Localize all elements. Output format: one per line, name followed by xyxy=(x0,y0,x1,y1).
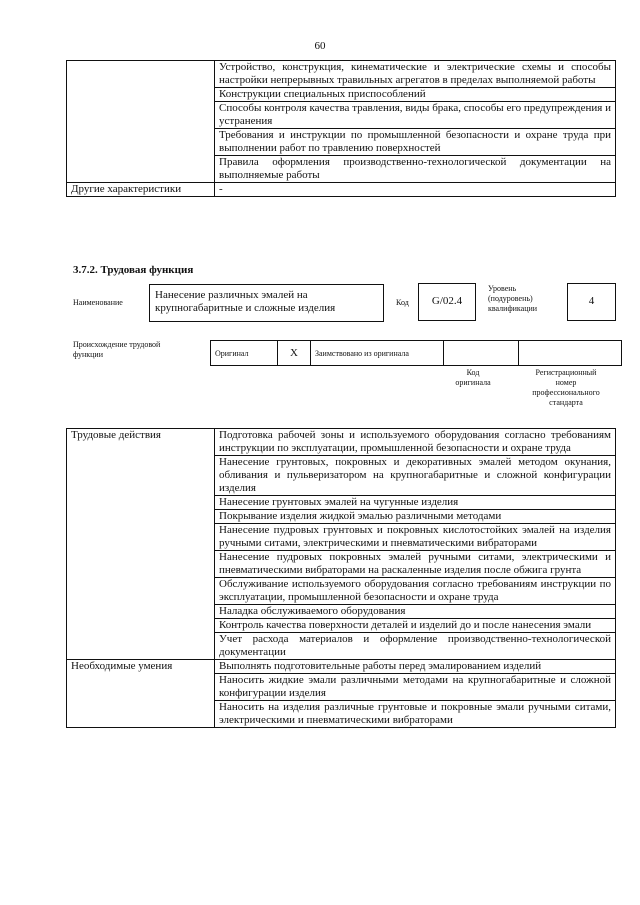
borrowed-cell: Заимствовано из оригинала xyxy=(311,341,444,366)
skill-item: Наносить на изделия различные грунтовые и покровные эмали ручными ситами, электрическими и пневматическими вибраторами xyxy=(215,701,616,728)
other-characteristics-value: - xyxy=(215,183,616,197)
skill-item: Выполнять подготовительные работы перед эмалированием изделий xyxy=(215,660,616,674)
skill-item: Наносить жидкие эмали различными методами на крупногабаритные и сложной конфигурации изделия xyxy=(215,674,616,701)
labor-action-item: Наладка обслуживаемого оборудования xyxy=(215,605,616,619)
original-code-cell xyxy=(444,341,519,366)
origin-row xyxy=(210,340,622,366)
other-characteristics-label: Другие характеристики xyxy=(67,183,215,197)
reg-number-caption: Регистрационный номер профессионального стандарта xyxy=(532,368,600,407)
labor-action-item: Покрывание изделия жидкой эмалью различными методами xyxy=(215,510,616,524)
labor-action-item: Подготовка рабочей зоны и используемого оборудования согласно требованиям инструкции по эксплуатации, промышленной безопасности и охране труда xyxy=(215,429,616,456)
name-label: Наименование xyxy=(73,298,123,307)
labor-action-item: Нанесение пудровых грунтовых и покровных кислотостойких эмалей на изделия ручными ситами, электрическими и пневматическими вибраторами xyxy=(215,524,616,551)
original-cell: Оригинал xyxy=(211,341,278,366)
knowledge-item: Конструкции специальных приспособлений xyxy=(215,88,616,102)
level-label: Уровень (подуровень) квалификации xyxy=(488,284,538,313)
knowledge-item: Способы контроля качества травления, виды брака, способы его предупреждения и устранения xyxy=(215,102,616,129)
required-skills-label: Необходимые умения xyxy=(67,660,215,728)
knowledge-label-cell xyxy=(67,61,215,183)
knowledge-item: Требования и инструкции по промышленной безопасности и охране труда при выполнении работ по травлению поверхностей xyxy=(215,129,616,156)
labor-action-item: Нанесение грунтовых эмалей на чугунные изделия xyxy=(215,496,616,510)
knowledge-table-continued xyxy=(66,60,616,197)
code-original-caption: Код оригинала xyxy=(455,368,491,387)
code-label: Код xyxy=(396,298,409,307)
labor-action-item: Контроль качества поверхности деталей и изделий до и после нанесения эмали xyxy=(215,619,616,633)
labor-actions-label: Трудовые действия xyxy=(67,429,215,660)
function-name-box: Нанесение различных эмалей на крупногабаритные и сложные изделия xyxy=(149,284,384,322)
section-title: 3.7.2. Трудовая функция xyxy=(73,264,194,276)
qualification-level-box: 4 xyxy=(567,283,616,321)
knowledge-item: Правила оформления производственно-технологической документации на выполняемые работы xyxy=(215,156,616,183)
labor-action-item: Обслуживание используемого оборудования согласно требованиям инструкции по эксплуатации, промышленной безопасности и охране труда xyxy=(215,578,616,605)
function-code-box: G/02.4 xyxy=(418,283,476,321)
labor-function-table xyxy=(66,428,616,728)
knowledge-item: Устройство, конструкция, кинематические и электрические схемы и способы настройки непрерывных травильных агрегатов в пределах выполняемой работы xyxy=(215,61,616,88)
labor-action-item: Нанесение пудровых покровных эмалей ручными ситами, электрическими и пневматическими вибраторами на раскаленные изделия после обжига грунта xyxy=(215,551,616,578)
original-mark: X xyxy=(278,341,311,366)
labor-action-item: Нанесение грунтовых, покровных и декоративных эмалей методом окунания, обливания и пульверизатором на крупногабаритные и сложной конфигурации изделия xyxy=(215,456,616,496)
page-number: 60 xyxy=(314,40,326,52)
origin-label: Происхождение трудовой функции xyxy=(73,340,161,359)
labor-action-item: Учет расхода материалов и оформление производственно-технологической документации xyxy=(215,633,616,660)
reg-number-cell xyxy=(519,341,622,366)
